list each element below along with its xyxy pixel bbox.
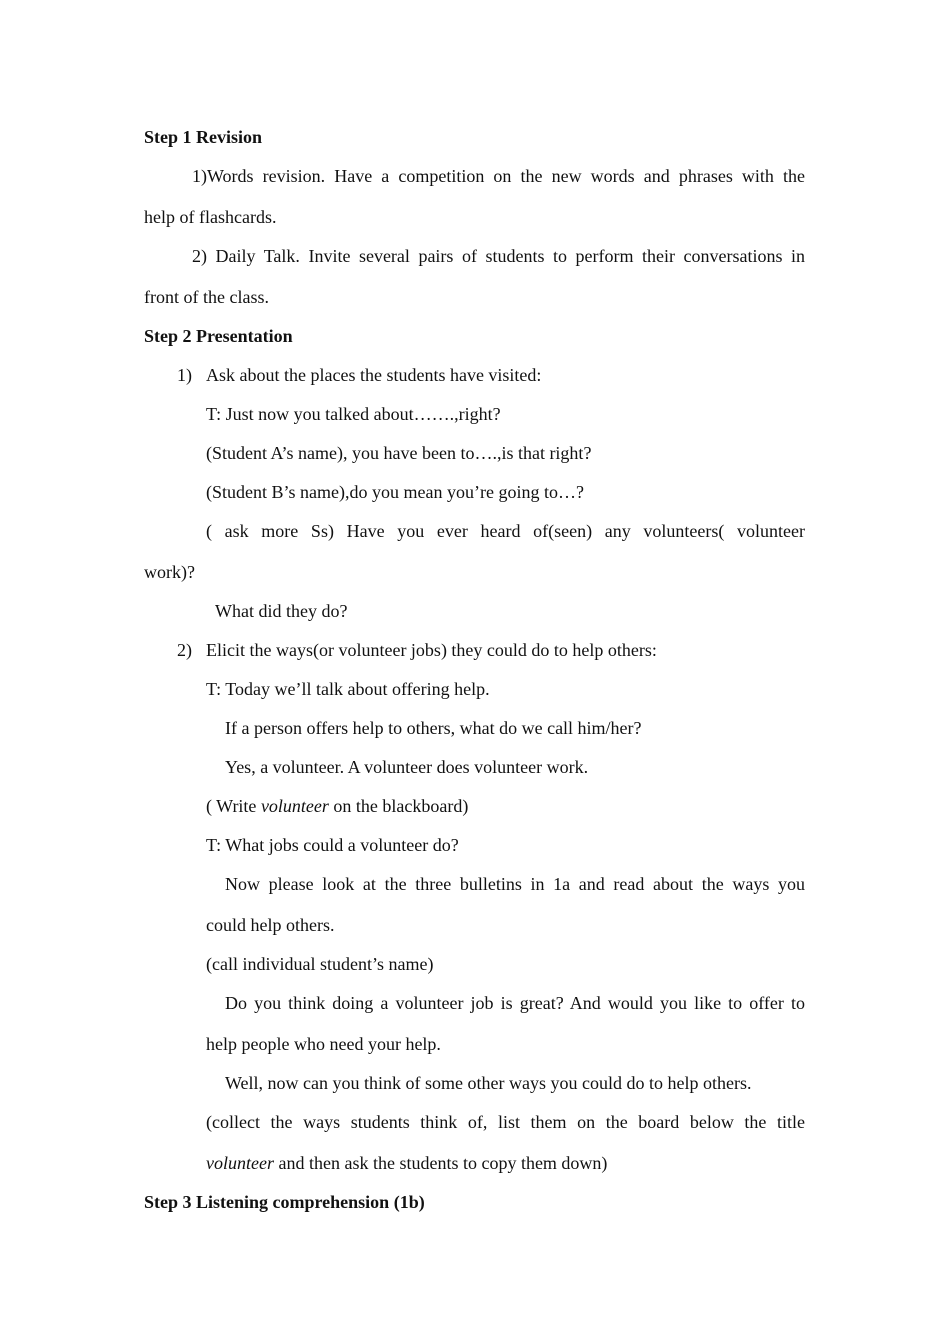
step3-heading: Step 3 Listening comprehension (1b) bbox=[144, 1192, 425, 1212]
dialogue-line: T: Today we’ll talk about offering help. bbox=[206, 679, 490, 699]
step2-item2-number: 2) bbox=[177, 640, 192, 660]
step1-heading: Step 1 Revision bbox=[144, 127, 263, 147]
step2-item2-text: Elicit the ways(or volunteer jobs) they could do to help others: bbox=[206, 640, 657, 660]
ask-more-line1: ( ask more Ss) Have you ever heard of(seen) any volunteers( volunteer bbox=[206, 521, 805, 541]
now-please-line2: could help others. bbox=[206, 915, 335, 935]
dialogue-line: T: Just now you talked about…….,right? bbox=[206, 404, 501, 424]
step2-heading: Step 2 Presentation bbox=[144, 326, 293, 346]
dialogue-line: If a person offers help to others, what do we call him/her? bbox=[225, 718, 642, 738]
step1-item2-line1: 2) Daily Talk. Invite several pairs of students to perform their conversations in bbox=[192, 246, 805, 266]
write-pre: ( Write bbox=[206, 796, 261, 816]
step2-item1-number: 1) bbox=[177, 365, 192, 385]
collect-line2 bbox=[206, 1152, 607, 1174]
dialogue-line: Yes, a volunteer. A volunteer does volunteer work. bbox=[225, 757, 589, 777]
collect-line1: (collect the ways students think of, list them on the board below the title bbox=[206, 1112, 805, 1132]
step1-item1-line1: 1)Words revision. Have a competition on the new words and phrases with the bbox=[192, 166, 805, 186]
do-you-think-line1: Do you think doing a volunteer job is great? And would you like to offer to bbox=[225, 993, 805, 1013]
write-post: on the blackboard) bbox=[328, 796, 469, 816]
ask-more-line2: work)? bbox=[144, 562, 195, 582]
step1-item1-line2: help of flashcards. bbox=[144, 207, 277, 227]
dialogue-line: T: What jobs could a volunteer do? bbox=[206, 835, 459, 855]
dialogue-line: (Student A’s name), you have been to….,is that right? bbox=[206, 443, 592, 463]
step1-item2-line2: front of the class. bbox=[144, 287, 269, 307]
collect-post: and then ask the students to copy them down) bbox=[273, 1153, 608, 1173]
do-you-think-line2: help people who need your help. bbox=[206, 1034, 441, 1054]
dialogue-line: (Student B’s name),do you mean you’re going to…? bbox=[206, 482, 584, 502]
step2-item1-text: Ask about the places the students have visited: bbox=[206, 365, 542, 385]
now-please-line1: Now please look at the three bulletins in 1a and read about the ways you bbox=[225, 874, 805, 894]
write-instruction bbox=[206, 795, 468, 817]
call-student-line: (call individual student’s name) bbox=[206, 954, 434, 974]
write-emphasis: volunteer bbox=[260, 796, 329, 816]
well-now-line: Well, now can you think of some other ways you could do to help others. bbox=[225, 1073, 752, 1093]
collect-emphasis: volunteer bbox=[206, 1153, 274, 1173]
what-did-they-do: What did they do? bbox=[215, 601, 348, 621]
